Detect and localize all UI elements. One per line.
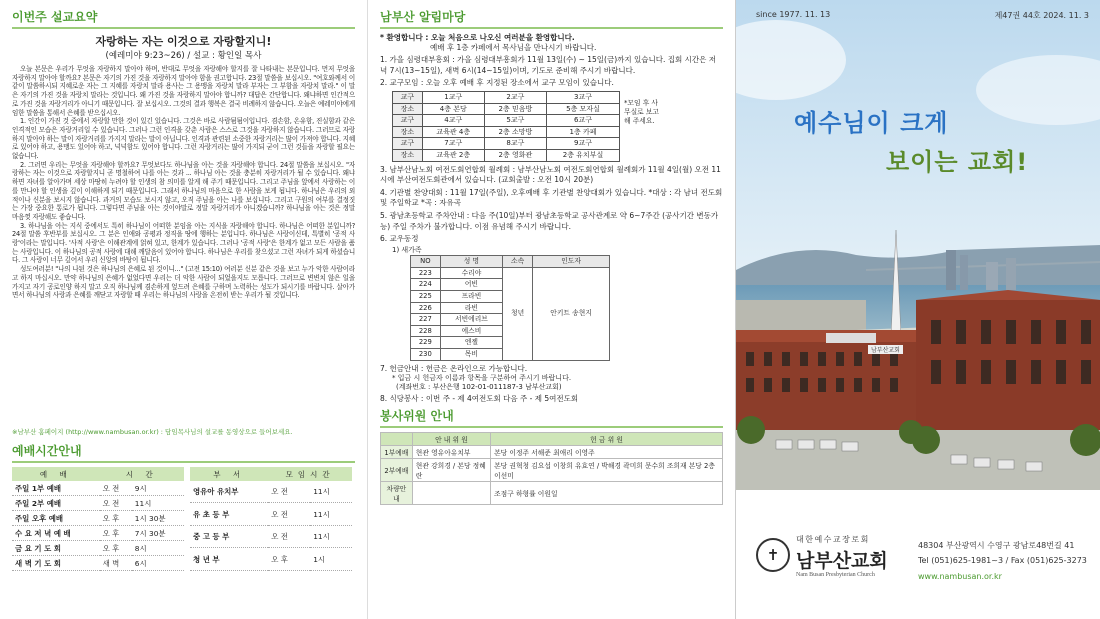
district-row xyxy=(393,91,620,103)
new-family-name: 서빈에리브 xyxy=(440,314,502,326)
worship-cell: 중 고 등 부 xyxy=(190,525,268,548)
notice-item-4: 4. 기관별 찬양대회 : 11월 17일(주일), 오후예배 후 기관별 찬양대회가 있습니다. *대상 : 각 남녀 전도회 및 주일학교 *곡 : 자유곡 xyxy=(380,187,723,208)
new-family-row xyxy=(411,267,610,279)
new-family-name: 수리야 xyxy=(440,267,502,279)
volunteer-cell: 조점구 하형률 이원일 xyxy=(491,481,723,504)
worship-cell: 오 전 xyxy=(100,481,132,496)
new-family-header: 소속 xyxy=(503,256,533,268)
worship-heading: 예배시간안내 xyxy=(12,442,355,463)
notice-item-7: 7. 헌금안내 : 헌금은 온라인으로 가능합니다. xyxy=(380,363,528,373)
worship-row xyxy=(190,525,352,548)
notice-item-3: 3. 남부산남노회 여전도회연합회 월례회 : 남부산남노회 여전도회연합회 월례회가 11월 4일(월) 오전 11시에 부산여전도회관에서 있습니다. (교회출발 : 오전 10시 20분) xyxy=(380,164,721,185)
district-cell: 교구 xyxy=(393,91,423,103)
district-cell: 7교구 xyxy=(422,138,484,150)
worship-cell: 오 전 xyxy=(100,496,132,511)
worship-cell: 영유아 유치부 xyxy=(190,481,268,503)
worship-cell: 8시 xyxy=(132,541,184,556)
sermon-body xyxy=(12,65,355,425)
worship-row xyxy=(12,526,184,541)
worship-cell: 오 전 xyxy=(268,503,310,526)
volunteer-cell: 본당 권혁청 김요섭 이창희 유효연 / 박해경 곽미희 문수희 조희재 본당 2층 이선미 xyxy=(491,458,723,481)
worship-cell: 1시 30분 xyxy=(132,511,184,526)
slogan-line-2: 보이는 교회! xyxy=(886,148,1029,176)
volunteer-col-header: 헌 금 위 원 xyxy=(491,432,723,445)
new-family-group: 청년 xyxy=(503,267,533,360)
worship-cell: 주일 1부 예배 xyxy=(12,481,100,496)
new-family-leader: 안키트 송현지 xyxy=(533,267,610,360)
sermon-paragraph: 성도여러분! "나의 나된 것은 하나님의 은혜로 된 것이니..." (고전 15:10) 여러분 신분 같은 것을 보고 누가 악한 사람이라고 하지 마십시오. 만약 하나님의 은혜가 없었다면 우리는 더 악한 사람이 되었을지도 모릅니다. 그러므로 변변치 않은 일을 가지고 자기 공로인양 하지 말고 오직 하나님께 겸손하게 엎드려 은혜를 구하며 노력하는 성도가 되시기를 바랍니다. 살아가면서 하나님의 사랑과 은혜를 깨닫고 자랑할 때 우리는 하나님의 사랑을 온전히 받는 우리가 될 것입니다. xyxy=(12,265,355,300)
new-family-name: 에스비 xyxy=(440,325,502,337)
sermon-paragraph: 2. 그러면 우리는 무엇을 자랑해야 할까요? 무엇보다도 하나님을 아는 것을 자랑해야 합니다. 24절 말씀을 보십시오. "자랑하는 자는 이것으로 자랑할지니 곧 명철하여 나를 아는 것과 ... 하나님 아는 것을 충분히 자랑거리가 될 수 있습니다. 왜냐하면 자녀를 알아가며 세상 마땅히 누려야 할 인생의 참 의미를 알게 해 주기 때문입니다. 그리고 주님을 앞에서 사랑하는 이를 만나야 할 인생을 깊이 이해하게 되기 때문입니다. 그래서 하나님의 마음으로 한 사람을 보게 됩니다. 하나님은 우리의 외적이나 신분을 보시지 않습니다. 과거의 모습도 보시지 않고, 오직 주님을 아는 나를 보십니다. 그리고 구원의 여부를 결정짓는 가장 중요한 통로가 됩니다. 그렇다면 주님을 아는 것이야말로 정말 자랑거리가 아니겠습니까? 하나님을 아는 것은 정말 마음껏 자랑해도 좋습니다. xyxy=(12,160,355,221)
worship-cell: 7시 30분 xyxy=(132,526,184,541)
notice-item-2: 2. 교구모임 : 오늘 오후 예배 후 지정된 장소에서 교구 모임이 있습니다. xyxy=(380,78,614,88)
district-note: *모임 후 사무실로 보고해 주세요. xyxy=(624,98,659,125)
district-cell: 5교구 xyxy=(484,115,546,127)
district-cell: 교육관 2층 xyxy=(422,149,484,161)
district-grid xyxy=(392,91,620,162)
worship-tables xyxy=(12,467,355,571)
volunteer-heading: 봉사위원 안내 xyxy=(380,407,723,428)
volunteer-row xyxy=(381,445,723,458)
new-family-no: 228 xyxy=(411,325,441,337)
cover-overlay xyxy=(736,0,1100,490)
worship-row xyxy=(190,548,352,571)
worship-col-header: 예 배 xyxy=(12,467,100,481)
district-cell: 8교구 xyxy=(484,138,546,150)
sermon-paragraph: 오늘 본문은 우리가 무엇을 자랑하지 말아야 하며, 반대로 무엇을 자랑해야 할지를 잘 나타내는 본문입니다. 먼저 무엇을 자랑하지 말아야 할까요? 본문은 자기의 가진 것을 자랑하지 말아야 함을 권고합니다. 23절 말씀을 보십시오. "여호와께서 이같이 말씀하시되 지혜로운 자는 그 지혜를 자랑치 말라 용사는 그 용맹을 자랑치 말라 부자는 그 부함을 자랑치 말라." 이 말은 자기의 가진 것을 자랑치 말라는 것입니다. 왜 가진 것을 자랑하지 말아야 합니까? 대답은 간단합니다. 왜냐하면 인간적으로 가진 것을 자랑거리가 아니기 때문입니다. 잘 보십시오. 그것의 결과 행복은 결국 비례하지 않습니다. 오늘은 예레미야에게 임한 말씀을 통해서 은혜를 받으십시오. xyxy=(12,65,355,117)
new-family-no: 226 xyxy=(411,302,441,314)
worship-cell: 금 요 기 도 회 xyxy=(12,541,100,556)
worship-cell: 청 년 부 xyxy=(190,548,268,571)
sermon-panel xyxy=(0,0,367,619)
worship-cell: 오 후 xyxy=(100,526,132,541)
district-cell: 교구 xyxy=(393,115,423,127)
offering-account: (계좌번호 : 부산은행 102-01-011187-3 남부산교회) xyxy=(396,383,562,392)
volunteer-service: 2부예배 xyxy=(381,458,413,481)
worship-cell: 유 초 등 부 xyxy=(190,503,268,526)
worship-row xyxy=(12,481,184,496)
worship-cell: 11시 xyxy=(310,525,352,548)
notice-item-5: 5. 광남초등학교 주차안내 : 다음 주(10일)부터 광남초등학교 공사관계로 약 6~7주간 (공사기간 변동가능) 주일 주차가 불가합니다. 이점 유념해 주시기 바랍니다. xyxy=(380,210,719,231)
district-cell: 9교구 xyxy=(546,138,619,150)
district-cell: 4교구 xyxy=(422,115,484,127)
district-cell: 2층 유치부실 xyxy=(546,149,619,161)
issue-info: 제47권 44호 2024. 11. 3 xyxy=(994,11,1089,20)
district-cell: 장소 xyxy=(393,103,423,115)
district-row xyxy=(393,103,620,115)
new-family-label: 1) 새가족 xyxy=(392,245,422,254)
district-row xyxy=(393,115,620,127)
sermon-paragraph: 1. 인간이 가진 것 중에서 자랑할 만한 것이 있긴 있습니다. 그것은 바로 사람됨됨이입니다. 겸손함, 온유함, 진실함과 같은 인격적인 모습은 자랑거리일 수 있습니다. 그러나 그런 인격을 갖춘 사람은 스스로 그것을 자랑하지 않습니다. 그러므로 자랑하지 말아야 하는 말이 자랑거리를 가지지 말라는 말이 아닙니다. 인격과 관련된 소중한 자랑거리는 많이 가져야 합니다. 지혜로 있어야 하고, 용맹도 있어야 하고, 넉넉함도 있어야 합니다. 그런 자랑거리는 많이 가지되 굳이 그런 것들을 자랑할 필요는 없습니다. xyxy=(12,117,355,161)
building-sign: 남부산교회 xyxy=(868,345,903,354)
new-family-no: 230 xyxy=(411,349,441,361)
volunteer-cell: 현관 영유아유치부 xyxy=(412,445,490,458)
district-cell: 장소 xyxy=(393,149,423,161)
sermon-paragraph: 3. 하나님을 아는 지식 중에서도 특히 하나님이 어떠한 분임을 아는 지식을 자랑해야 합니다. 하나님은 어떠한 분입니까? 24절 말씀 후반부를 보십시오. 그 분은 인애와 공평과 정직을 땅에 행하는 분입니다. 하나님은 사랑이신데, 특별히 '공적 사랑'이라는 말입니다. '사적 사랑'은 이해관계에 얽혀 있고, 한계가 있습니다. 그러나 '공적 사랑'은 한계가 없고 모든 사람을 품는 사랑입니다. 이 하나님의 공적 사랑에 대해 깨달음이 있어야 합니다. 하나님은 우리를 찾으셨고 그런 자녀가 되게 하셨습니다. 그 사랑이 너무 깊어서 우리 신앙의 바탕이 됩니다. xyxy=(12,221,355,265)
new-family-no: 229 xyxy=(411,337,441,349)
worship-cell: 수 요 저 녁 예 배 xyxy=(12,526,100,541)
volunteer-table xyxy=(380,432,723,505)
district-cell: 1교구 xyxy=(422,91,484,103)
cover-photo xyxy=(736,0,1100,490)
worship-cell: 11시 xyxy=(310,503,352,526)
new-family-no: 225 xyxy=(411,291,441,303)
new-family-header: 성 명 xyxy=(440,256,502,268)
worship-col-header: 시 간 xyxy=(100,467,184,481)
worship-row xyxy=(190,503,352,526)
worship-cell: 오 후 xyxy=(100,511,132,526)
district-row xyxy=(393,138,620,150)
notice-list xyxy=(380,33,723,405)
church-phone: Tel (051)625-1981~3 / Fax (051)625-3273 xyxy=(918,556,1087,565)
district-cell: 3교구 xyxy=(546,91,619,103)
new-family-name: 엔젤 xyxy=(440,337,502,349)
worship-cell: 오 후 xyxy=(268,548,310,571)
worship-cell: 주일 오후 예배 xyxy=(12,511,100,526)
volunteer-row xyxy=(381,458,723,481)
new-family-name: 프라빈 xyxy=(440,291,502,303)
district-cell: 6교구 xyxy=(546,115,619,127)
worship-col-header: 모임시간 xyxy=(268,467,352,481)
worship-cell: 11시 xyxy=(310,481,352,503)
volunteer-service: 1부예배 xyxy=(381,445,413,458)
district-cell: 2교구 xyxy=(484,91,546,103)
notice-item-1: 1. 가을 심령대부흥회 : 가을 심령대부흥회가 11월 13일(수) ~ 15일(금)까지 있습니다. 집회 시간은 저녁 7시(13~15일), 새벽 6시(14~15일)이며, 기도로 준비해 주시기 바랍니다. xyxy=(380,55,717,75)
church-name-en: Nam Busan Presbyterian Church xyxy=(796,572,875,578)
worship-cell: 오 전 xyxy=(268,525,310,548)
district-cell: 교구 xyxy=(393,138,423,150)
cover-panel xyxy=(735,0,1100,619)
notice-item-6: 6. 교우동정 xyxy=(380,234,419,244)
district-row xyxy=(393,149,620,161)
worship-cell: 6시 xyxy=(132,556,184,571)
worship-cell: 11시 xyxy=(132,496,184,511)
worship-row xyxy=(12,556,184,571)
homepage-note: ※남부산 홈페이지 (http://www.nambusan.or.kr) : 담임목사님의 설교를 동영상으로 들어보세요. xyxy=(12,428,293,436)
district-cell: 5층 모자실 xyxy=(546,103,619,115)
district-cell: 장소 xyxy=(393,126,423,138)
district-cell: 1층 카페 xyxy=(546,126,619,138)
worship-row xyxy=(12,541,184,556)
slogan-line-1: 예수님이 크게 xyxy=(794,109,949,137)
volunteer-service: 차량안내 xyxy=(381,481,413,504)
church-website[interactable]: www.nambusan.or.kr xyxy=(918,572,1002,581)
denomination: 대한예수교장로회 xyxy=(796,535,870,544)
volunteer-cell: 본당 이정주 서해준 최애리 이영주 xyxy=(491,445,723,458)
worship-cell: 새 벽 기 도 회 xyxy=(12,556,100,571)
worship-row xyxy=(12,496,184,511)
district-row xyxy=(393,126,620,138)
new-family-table xyxy=(410,255,610,360)
since-date: since 1977. 11. 13 xyxy=(756,10,831,19)
new-family-header: 인도자 xyxy=(533,256,610,268)
worship-table-dept xyxy=(190,467,352,571)
notice-panel xyxy=(367,0,735,619)
worship-cell: 9시 xyxy=(132,481,184,496)
new-family-no: 224 xyxy=(411,279,441,291)
volunteer-cell: 현관 강희경 / 본당 정혜란 xyxy=(412,458,490,481)
new-family-no: 227 xyxy=(411,314,441,326)
district-cell: 교육관 4층 xyxy=(422,126,484,138)
volunteer-cell xyxy=(412,481,490,504)
district-cell: 4층 본당 xyxy=(422,103,484,115)
worship-cell: 1시 xyxy=(310,548,352,571)
welcome-text: * 환영합니다 : 오늘 처음으로 나오신 여러분을 환영합니다. xyxy=(380,33,575,42)
church-name: 남부산교회 xyxy=(796,550,888,572)
worship-cell: 오 후 xyxy=(100,541,132,556)
church-info xyxy=(736,490,1100,619)
worship-cell: 주일 2부 예배 xyxy=(12,496,100,511)
worship-cell: 새 벽 xyxy=(100,556,132,571)
new-family-name: 어빈 xyxy=(440,279,502,291)
church-seal-icon: ✝ xyxy=(756,538,790,572)
worship-table-main xyxy=(12,467,184,571)
notice-heading: 남부산 알림마당 xyxy=(380,8,723,29)
volunteer-row xyxy=(381,481,723,504)
district-cell: 2층 믿음방 xyxy=(484,103,546,115)
new-family-name: 목비 xyxy=(440,349,502,361)
sermon-title: 자랑하는 자는 이것으로 자랑할지니! xyxy=(95,35,272,48)
worship-col-header: 부 서 xyxy=(190,467,268,481)
district-cell: 2층 소망방 xyxy=(484,126,546,138)
volunteer-col-header: 안 내 위 원 xyxy=(412,432,490,445)
offering-note: * 입금 시 헌금자 이름과 항목을 구분하여 주시기 바랍니다. xyxy=(392,374,572,383)
new-family-header: NO xyxy=(411,256,441,268)
notice-item-8: 8. 식당봉사 : 이번 주 - 제 4여전도회 다음 주 - 제 5여전도회 xyxy=(380,394,579,404)
district-cell: 2층 영화관 xyxy=(484,149,546,161)
sermon-reference: (예레미야 9:23~26) / 설교 : 황인일 목사 xyxy=(105,51,262,61)
district-meeting xyxy=(380,91,723,162)
worship-row xyxy=(190,481,352,503)
sermon-heading: 이번주 설교요약 xyxy=(12,8,355,29)
worship-row xyxy=(12,511,184,526)
new-family-no: 223 xyxy=(411,267,441,279)
welcome-text-2: 예배 후 1층 카페에서 목사님을 만나시기 바랍니다. xyxy=(430,42,597,52)
church-address: 48304 부산광역시 수영구 광남로48번길 41 xyxy=(918,541,1075,550)
new-family-name: 라빈 xyxy=(440,302,502,314)
worship-cell: 오 전 xyxy=(268,481,310,503)
